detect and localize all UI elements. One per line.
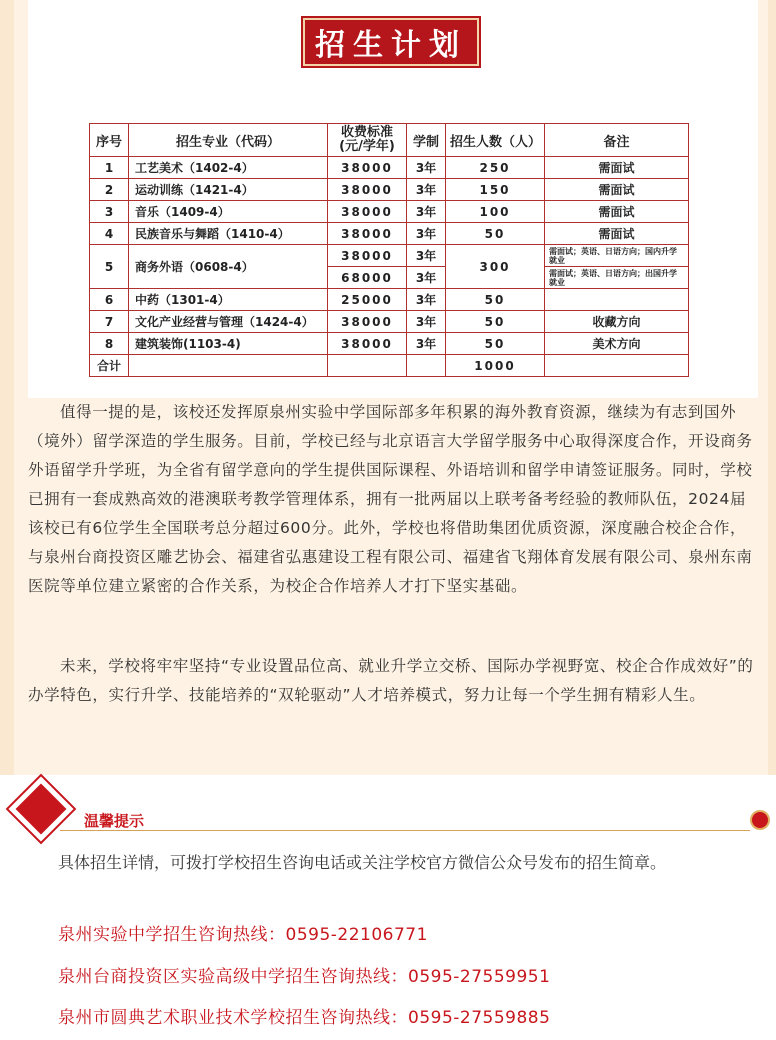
cell-major: 商务外语（0608-4） [129, 245, 328, 289]
cell-no: 4 [90, 223, 129, 245]
paragraph-future: 未来，学校将牢牢坚持“专业设置品位高、就业升学立交桥、国际办学视野宽、校企合作成效好”的办学特色，实行升学、技能培养的“双轮驱动”人才培养模式，努力让每一个学生拥有精彩人生。 [28, 657, 754, 704]
cell-major: 运动训练（1421-4） [129, 179, 328, 201]
cell-count: 50 [446, 311, 545, 333]
cell-fee: 38000 [328, 245, 407, 267]
cell-no: 8 [90, 333, 129, 355]
cell-fee: 38000 [328, 223, 407, 245]
table-row [90, 157, 689, 179]
cell-years: 3年 [407, 333, 446, 355]
cell-no: 3 [90, 201, 129, 223]
cell-count: 50 [446, 333, 545, 355]
hotline-yuandian: 泉州市圆典艺术职业技术学校招生咨询热线：0595-27559885 [58, 1008, 551, 1028]
cell-fee: 25000 [328, 289, 407, 311]
header-note: 备注 [545, 124, 689, 157]
cell-count: 50 [446, 289, 545, 311]
cell-no: 2 [90, 179, 129, 201]
cell-empty [129, 355, 328, 377]
ornament-icon [750, 810, 770, 830]
cell-major: 音乐（1409-4） [129, 201, 328, 223]
left-decor-border [0, 0, 14, 775]
cell-empty [328, 355, 407, 377]
cell-no: 7 [90, 311, 129, 333]
table-row [90, 223, 689, 245]
cell-no: 5 [90, 245, 129, 289]
table-header-row [90, 124, 689, 157]
plan-title: 招生计划 [315, 28, 467, 63]
cell-years: 3年 [407, 223, 446, 245]
table-row [90, 289, 689, 311]
cell-years: 3年 [407, 179, 446, 201]
header-fee: 收费标准(元/学年) [328, 124, 407, 157]
cell-note: 需面试 [545, 223, 689, 245]
cell-empty [407, 355, 446, 377]
cell-major: 中药（1301-4） [129, 289, 328, 311]
cell-total-label: 合计 [90, 355, 129, 377]
cell-note: 需面试 [545, 157, 689, 179]
hotline-taishang: 泉州台商投资区实验高级中学招生咨询热线：0595-27559951 [58, 967, 551, 987]
cell-fee: 38000 [328, 333, 407, 355]
cell-note: 美术方向 [545, 333, 689, 355]
table-row [90, 201, 689, 223]
header-no: 序号 [90, 124, 129, 157]
cell-fee: 38000 [328, 157, 407, 179]
cell-years: 3年 [407, 157, 446, 179]
paragraph-international: 值得一提的是，该校还发挥原泉州实验中学国际部多年积累的海外教育资源，继续为有志到国外（境外）留学深造的学生服务。目前，学校已经与北京语言大学留学服务中心取得深度合作，开设商务外语留学升学班，为全省有留学意向的学生提供国际课程、外语培训和留学申请签证服务。同时，学校已拥有一套成熟高效的港澳联考教学管理体系，拥有一批两届以上联考备考经验的教师队伍，2024届该校已有6位学生全国联考总分超过600分。此外，学校也将借助集团优质资源，深度融合校企合作，与泉州台商投资区雕艺协会、福建省弘惠建设工程有限公司、福建省飞翔体育发展有限公司、泉州东南医院等单位建立紧密的合作关系，为校企合作培养人才打下坚实基础。 [28, 403, 753, 595]
cell-empty [545, 355, 689, 377]
plan-title-banner [303, 18, 479, 66]
cell-note-alt: 需面试；英语、日语方向；出国升学就业 [545, 267, 689, 289]
cell-note: 需面试；英语、日语方向；国内升学就业 [545, 245, 689, 267]
table-row [90, 311, 689, 333]
cell-total-count: 1000 [446, 355, 545, 377]
cell-years: 3年 [407, 311, 446, 333]
cell-fee: 38000 [328, 179, 407, 201]
cell-major: 建筑装饰(1103-4) [129, 333, 328, 355]
cell-note [545, 289, 689, 311]
tips-text: 具体招生详情，可拨打学校招生咨询电话或关注学校官方微信公众号发布的招生简章。 [58, 853, 667, 872]
table-row [90, 333, 689, 355]
cell-major: 民族音乐与舞蹈（1410-4） [129, 223, 328, 245]
cell-count: 300 [446, 245, 545, 289]
cell-count: 150 [446, 179, 545, 201]
enrollment-table [89, 123, 689, 377]
header-count: 招生人数（人） [446, 124, 545, 157]
cell-note: 需面试 [545, 179, 689, 201]
cell-years-alt: 3年 [407, 267, 446, 289]
tips-divider [60, 830, 750, 831]
cell-fee: 38000 [328, 311, 407, 333]
cell-no: 1 [90, 157, 129, 179]
cell-years: 3年 [407, 245, 446, 267]
table-row [90, 245, 689, 267]
cell-count: 250 [446, 157, 545, 179]
cell-no: 6 [90, 289, 129, 311]
cell-count: 100 [446, 201, 545, 223]
table-total-row [90, 355, 689, 377]
cell-fee-alt: 68000 [328, 267, 407, 289]
cell-note: 需面试 [545, 201, 689, 223]
cell-major: 文化产业经营与管理（1424-4） [129, 311, 328, 333]
cell-note: 收藏方向 [545, 311, 689, 333]
header-years: 学制 [407, 124, 446, 157]
header-major: 招生专业（代码） [129, 124, 328, 157]
cell-fee: 38000 [328, 201, 407, 223]
right-decor-border [768, 0, 776, 775]
cell-years: 3年 [407, 201, 446, 223]
table-row [90, 179, 689, 201]
cell-count: 50 [446, 223, 545, 245]
tips-title: 温馨提示 [84, 812, 145, 830]
hotline-shiyan: 泉州实验中学招生咨询热线：0595-22106771 [58, 925, 428, 945]
cell-major: 工艺美术（1402-4） [129, 157, 328, 179]
cell-years: 3年 [407, 289, 446, 311]
